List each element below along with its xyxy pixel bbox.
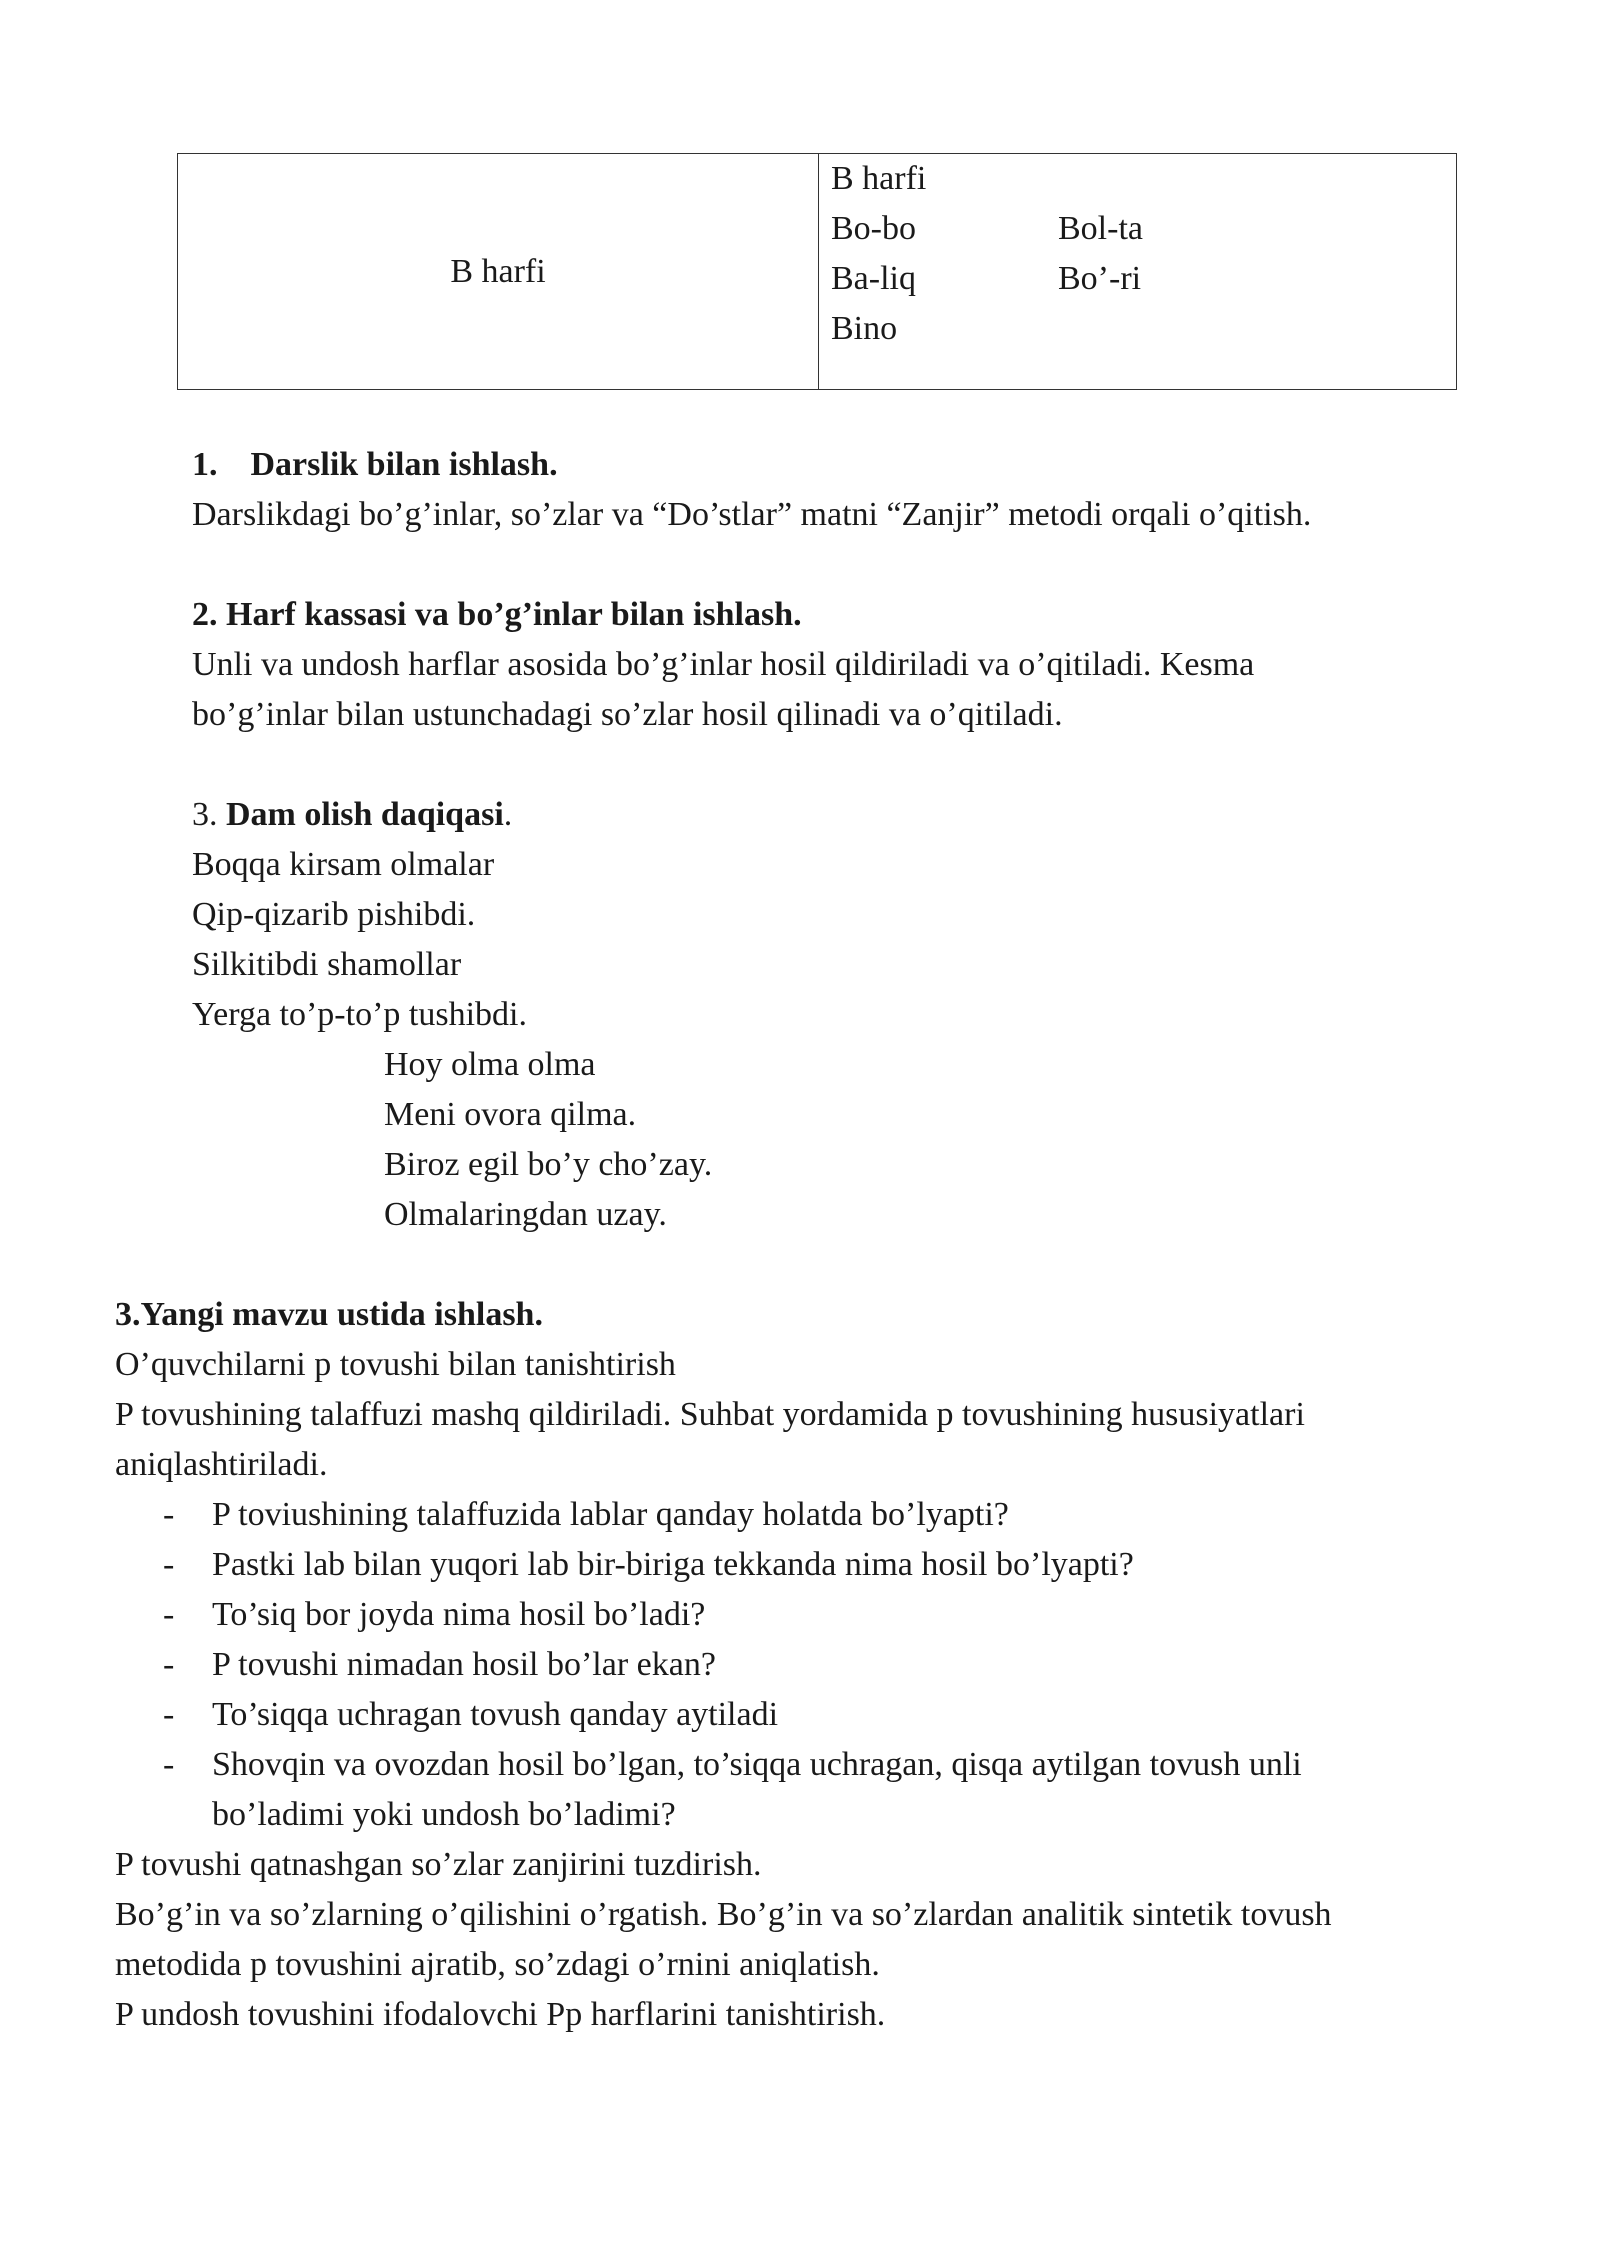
list-item: To’siqqa uchragan tovush qanday aytiladi <box>212 1696 779 1733</box>
table-word: Bo-bo <box>831 210 916 247</box>
list-item: Pastki lab bilan yuqori lab bir-biriga tekkanda nima hosil bo’lyapti? <box>212 1546 1134 1583</box>
list-dash: - <box>163 1596 175 1633</box>
list-item: Shovqin va ovozdan hosil bo’lgan, to’siqqa uchragan, qisqa aytilgan tovush unli <box>212 1746 1302 1783</box>
poem-line: Yerga to’p-to’p tushibdi. <box>192 996 527 1033</box>
section-4-outro: Bo’g’in va so’zlarning o’qilishini o’rgatish. Bo’g’in va so’zlardan analitik sintetik tovush <box>115 1896 1332 1933</box>
table-word: Bol-ta <box>1058 210 1143 247</box>
section-1-heading <box>192 440 558 490</box>
section-2-line: Unli va undosh harflar asosida bo’g’inlar hosil qildiriladi va o’qitiladi. Kesma <box>192 646 1255 683</box>
section-4-intro: P tovushining talaffuzi mashq qildiriladi. Suhbat yordamida p tovushining hususiyatlari <box>115 1396 1305 1433</box>
list-dash: - <box>163 1696 175 1733</box>
section-1-title: Darslik bilan ishlash. <box>250 446 558 483</box>
poem-line: Meni ovora qilma. <box>384 1096 637 1133</box>
table-word: Bo’-ri <box>1058 260 1142 297</box>
list-dash: - <box>163 1646 175 1683</box>
section-4-outro: metodida p tovushini ajratib, so’zdagi o’rnini aniqlatish. <box>115 1946 880 1983</box>
section-4-intro: aniqlashtiriladi. <box>115 1446 328 1483</box>
section-3-dot: . <box>503 796 513 833</box>
section-4-heading: 3.Yangi mavzu ustida ishlash. <box>115 1296 543 1333</box>
poem-line: Hoy olma olma <box>384 1046 596 1083</box>
section-4-outro: P undosh tovushini ifodalovchi Pp harflarini tanishtirish. <box>115 1996 886 2033</box>
letter-table <box>177 153 1457 390</box>
list-item: To’siq bor joyda nima hosil bo’ladi? <box>212 1596 706 1633</box>
section-2-line: bo’g’inlar bilan ustunchadagi so’zlar hosil qilinadi va o’qitiladi. <box>192 696 1063 733</box>
table-word: Bino <box>831 310 898 347</box>
list-item-continuation: bo’ladimi yoki undosh bo’ladimi? <box>212 1796 676 1833</box>
poem-line: Qip-qizarib pishibdi. <box>192 896 476 933</box>
section-2-heading <box>192 590 802 640</box>
table-right-title: B harfi <box>831 160 927 197</box>
section-3-number: 3. <box>192 796 218 833</box>
table-word: Ba-liq <box>831 260 916 297</box>
poem-line: Boqqa kirsam olmalar <box>192 846 495 883</box>
list-dash: - <box>163 1496 175 1533</box>
list-dash: - <box>163 1746 175 1783</box>
section-4-intro: O’quvchilarni p tovushi bilan tanishtirish <box>115 1346 676 1383</box>
section-2-title: Harf kassasi va bo’g’inlar bilan ishlash. <box>226 596 802 633</box>
list-item: P tovushi nimadan hosil bo’lar ekan? <box>212 1646 716 1683</box>
list-dash: - <box>163 1546 175 1583</box>
section-3-heading <box>192 790 512 840</box>
section-4-outro: P tovushi qatnashgan so’zlar zanjirini tuzdirish. <box>115 1846 762 1883</box>
list-item: P toviushining talaffuzida lablar qanday holatda bo’lyapti? <box>212 1496 1009 1533</box>
section-1-number: 1. <box>192 446 218 483</box>
table-right-cell <box>819 154 1457 390</box>
table-left-cell <box>178 154 819 390</box>
poem-line: Biroz egil bo’y cho’zay. <box>384 1146 713 1183</box>
section-1-text: Darslikdagi bo’g’inlar, so’zlar va “Do’stlar” matni “Zanjir” metodi orqali o’qitish. <box>192 496 1312 533</box>
poem-line: Olmalaringdan uzay. <box>384 1196 667 1233</box>
table-left-label: B harfi <box>450 252 546 290</box>
section-3-title: Dam olish daqiqasi <box>226 796 504 833</box>
section-2-number: 2. <box>192 596 218 633</box>
poem-line: Silkitibdi shamollar <box>192 946 462 983</box>
